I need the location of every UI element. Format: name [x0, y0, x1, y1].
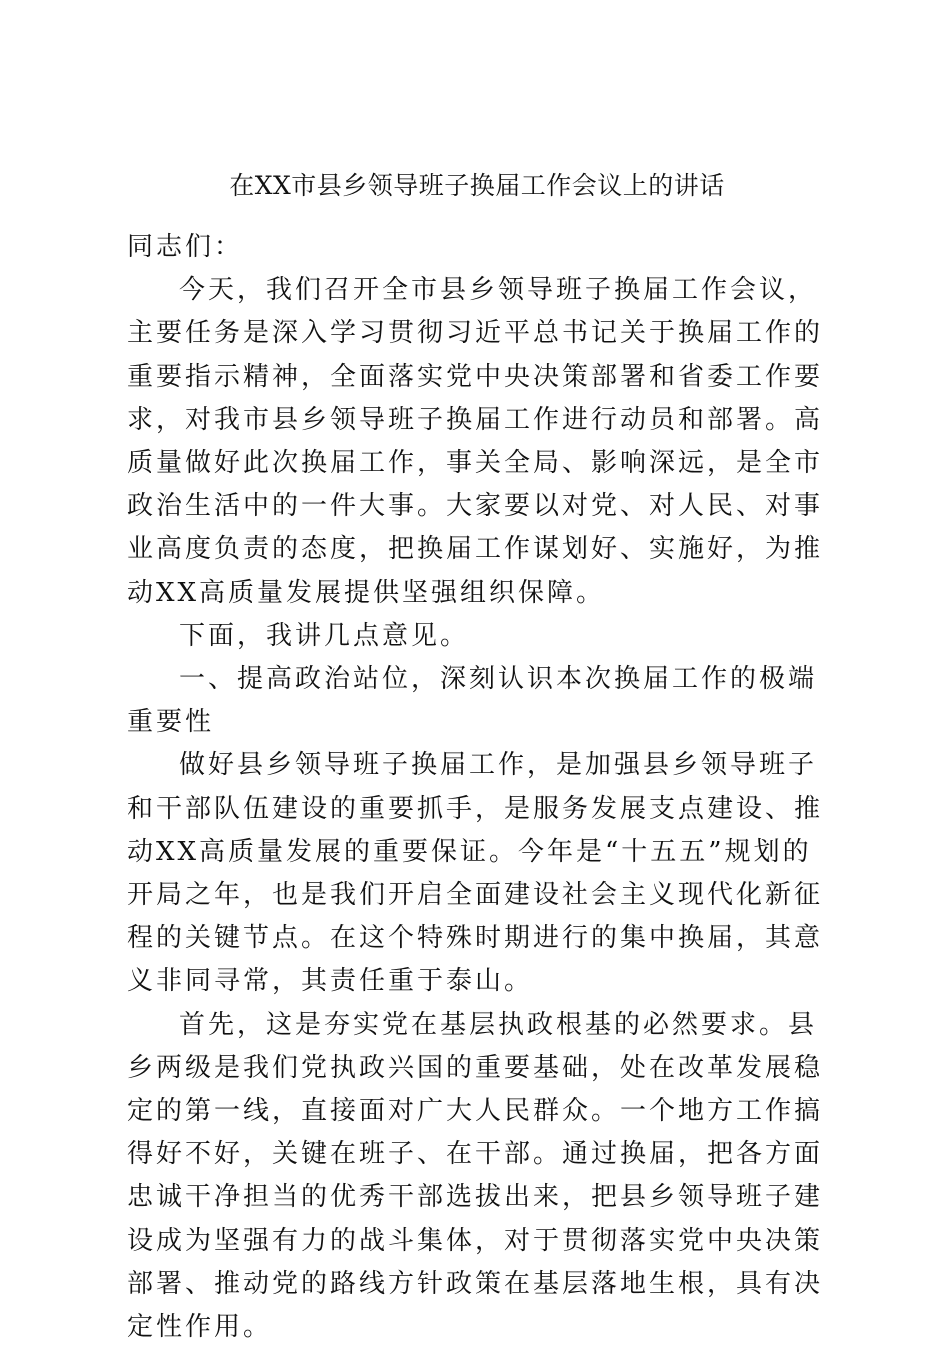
- paragraph-section-1-first-point: 首先，这是夯实党在基层执政根基的必然要求。县乡两级是我们党执政兴国的重要基础，处在改革发展稳定的第一线，直接面对广大人民群众。一个地方工作搞得好不好，关键在班子、在干部。通过换届，把各方面忠诚干净担当的优秀干部选拔出来，把县乡领导班子建设成为坚强有力的战斗集体，对于贯彻落实党中央决策部署、推动党的路线方针政策在基层落地生根，具有决定性作用。: [127, 1009, 824, 1343]
- paragraph-transition: 下面，我讲几点意见。: [179, 620, 470, 651]
- document-title: 在XX市县乡领导班子换届工作会议上的讲话: [229, 171, 725, 200]
- salutation: 同志们：: [127, 232, 244, 262]
- section-heading-1: 一、提高政治站位，深刻认识本次换届工作的极端重要性: [127, 664, 818, 738]
- paragraph-section-1-intro: 做好县乡领导班子换届工作，是加强县乡领导班子和干部队伍建设的重要抓手，是服务发展支点建设、推动XX高质量发展的重要保证。今年是“十五五”规划的开局之年，也是我们开启全面建设社会主义现代化新征程的关键节点。在这个特殊时期进行的集中换届，其意义非同寻常，其责任重于泰山。: [127, 750, 824, 997]
- paragraph-opening: 今天，我们召开全市县乡领导班子换届工作会议，主要任务是深入学习贯彻习近平总书记关于换届工作的重要指示精神，全面落实党中央决策部署和省委工作要求，对我市县乡领导班子换届工作进行动员和部署。高质量做好此次换届工作，事关全局、影响深远，是全市政治生活中的一件大事。大家要以对党、对人民、对事业高度负责的态度，把换届工作谋划好、实施好，为推动XX高质量发展提供坚强组织保障。: [127, 275, 824, 608]
- document-body: [127, 226, 832, 1349]
